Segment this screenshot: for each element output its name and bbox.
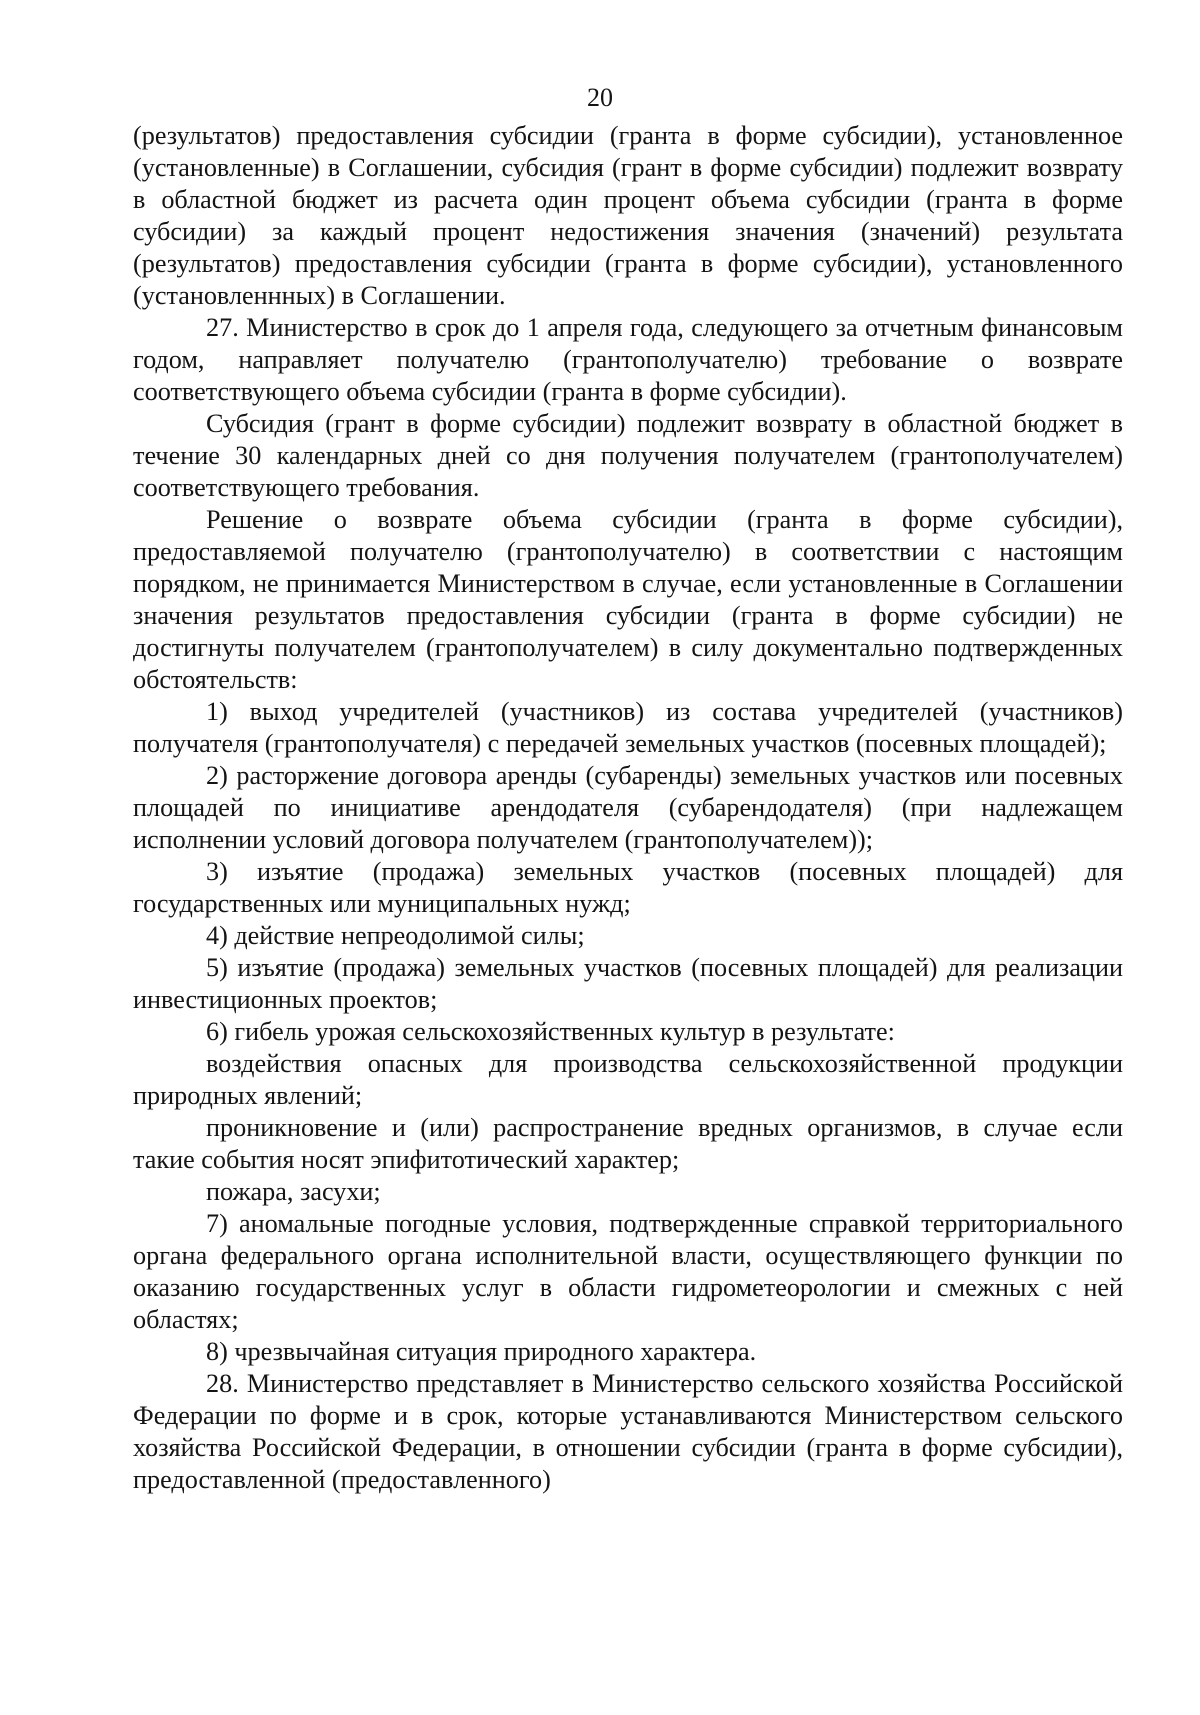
list-item-6-fire-drought: пожара, засухи;: [206, 1177, 381, 1206]
list-item-7: 7) аномальные погодные условия, подтвержденные справкой территориального органа федерального органа исполнительной власти, осуществляющего функции по оказанию государственных услуг в области гидрометеорологии и смежных с ней областях;: [133, 1209, 1123, 1334]
paragraph-item-28: 28. Министерство представляет в Министерство сельского хозяйства Российской Федерации по форме и в срок, которые устанавливаются Министерством сельского хозяйства Российской Федерации, в отношении субсидии (гранта в форме субсидии), предоставленной (предоставленного): [133, 1369, 1123, 1494]
page-number: 20: [587, 83, 613, 112]
list-item-4: 4) действие непреодолимой силы;: [206, 921, 585, 950]
paragraph-item-27: 27. Министерство в срок до 1 апреля года, следующего за отчетным финансовым годом, направляет получателю (грантополучателю) требование о возврате соответствующего объема субсидии (гранта в форме субсидии).: [133, 313, 1123, 406]
paragraph-continuation: (результатов) предоставления субсидии (гранта в форме субсидии), установленное (установленные) в Соглашении, субсидия (грант в форме субсидии) подлежит возврату в областной бюджет из расчета один процент объема субсидии (гранта в форме субсидии) за каждый процент недостижения значения (значений) результата (результатов) предоставления субсидии (гранта в форме субсидии), установленного (установленнных) в Соглашении.: [133, 121, 1123, 310]
paragraph-return-decision: Решение о возврате объема субсидии (гранта в форме субсидии), предоставляемой получателю (грантополучателю) в соответствии с настоящим порядком, не принимается Министерством в случае, если установленные в Соглашении значения результатов предоставления субсидии (гранта в форме субсидии) не достигнуты получателем (грантополучателем) в силу документально подтвержденных обстоятельств:: [133, 505, 1123, 694]
list-item-5: 5) изъятие (продажа) земельных участков (посевных площадей) для реализации инвестиционных проектов;: [133, 953, 1123, 1014]
document-body: [133, 120, 1123, 1496]
list-item-1: 1) выход учредителей (участников) из состава учредителей (участников) получателя (грантополучателя) с передачей земельных участков (посевных площадей);: [133, 697, 1123, 758]
list-item-2: 2) расторжение договора аренды (субаренды) земельных участков или посевных площадей по инициативе арендодателя (субарендодателя) (при надлежащем исполнении условий договора получателем (грантополучателем));: [133, 761, 1123, 854]
paragraph-subsidy-return-term: Субсидия (грант в форме субсидии) подлежит возврату в областной бюджет в течение 30 календарных дней со дня получения получателем (грантополучателем) соответствующего требования.: [133, 409, 1123, 502]
list-item-6-pests: проникновение и (или) распространение вредных организмов, в случае если такие события носят эпифитотический характер;: [133, 1113, 1123, 1174]
list-item-3: 3) изъятие (продажа) земельных участков (посевных площадей) для государственных или муниципальных нужд;: [133, 857, 1123, 918]
list-item-8: 8) чрезвычайная ситуация природного характера.: [206, 1337, 757, 1366]
list-item-6-natural-phenomena: воздействия опасных для производства сельскохозяйственной продукции природных явлений;: [133, 1049, 1123, 1110]
list-item-6: 6) гибель урожая сельскохозяйственных культур в результате:: [206, 1017, 895, 1046]
